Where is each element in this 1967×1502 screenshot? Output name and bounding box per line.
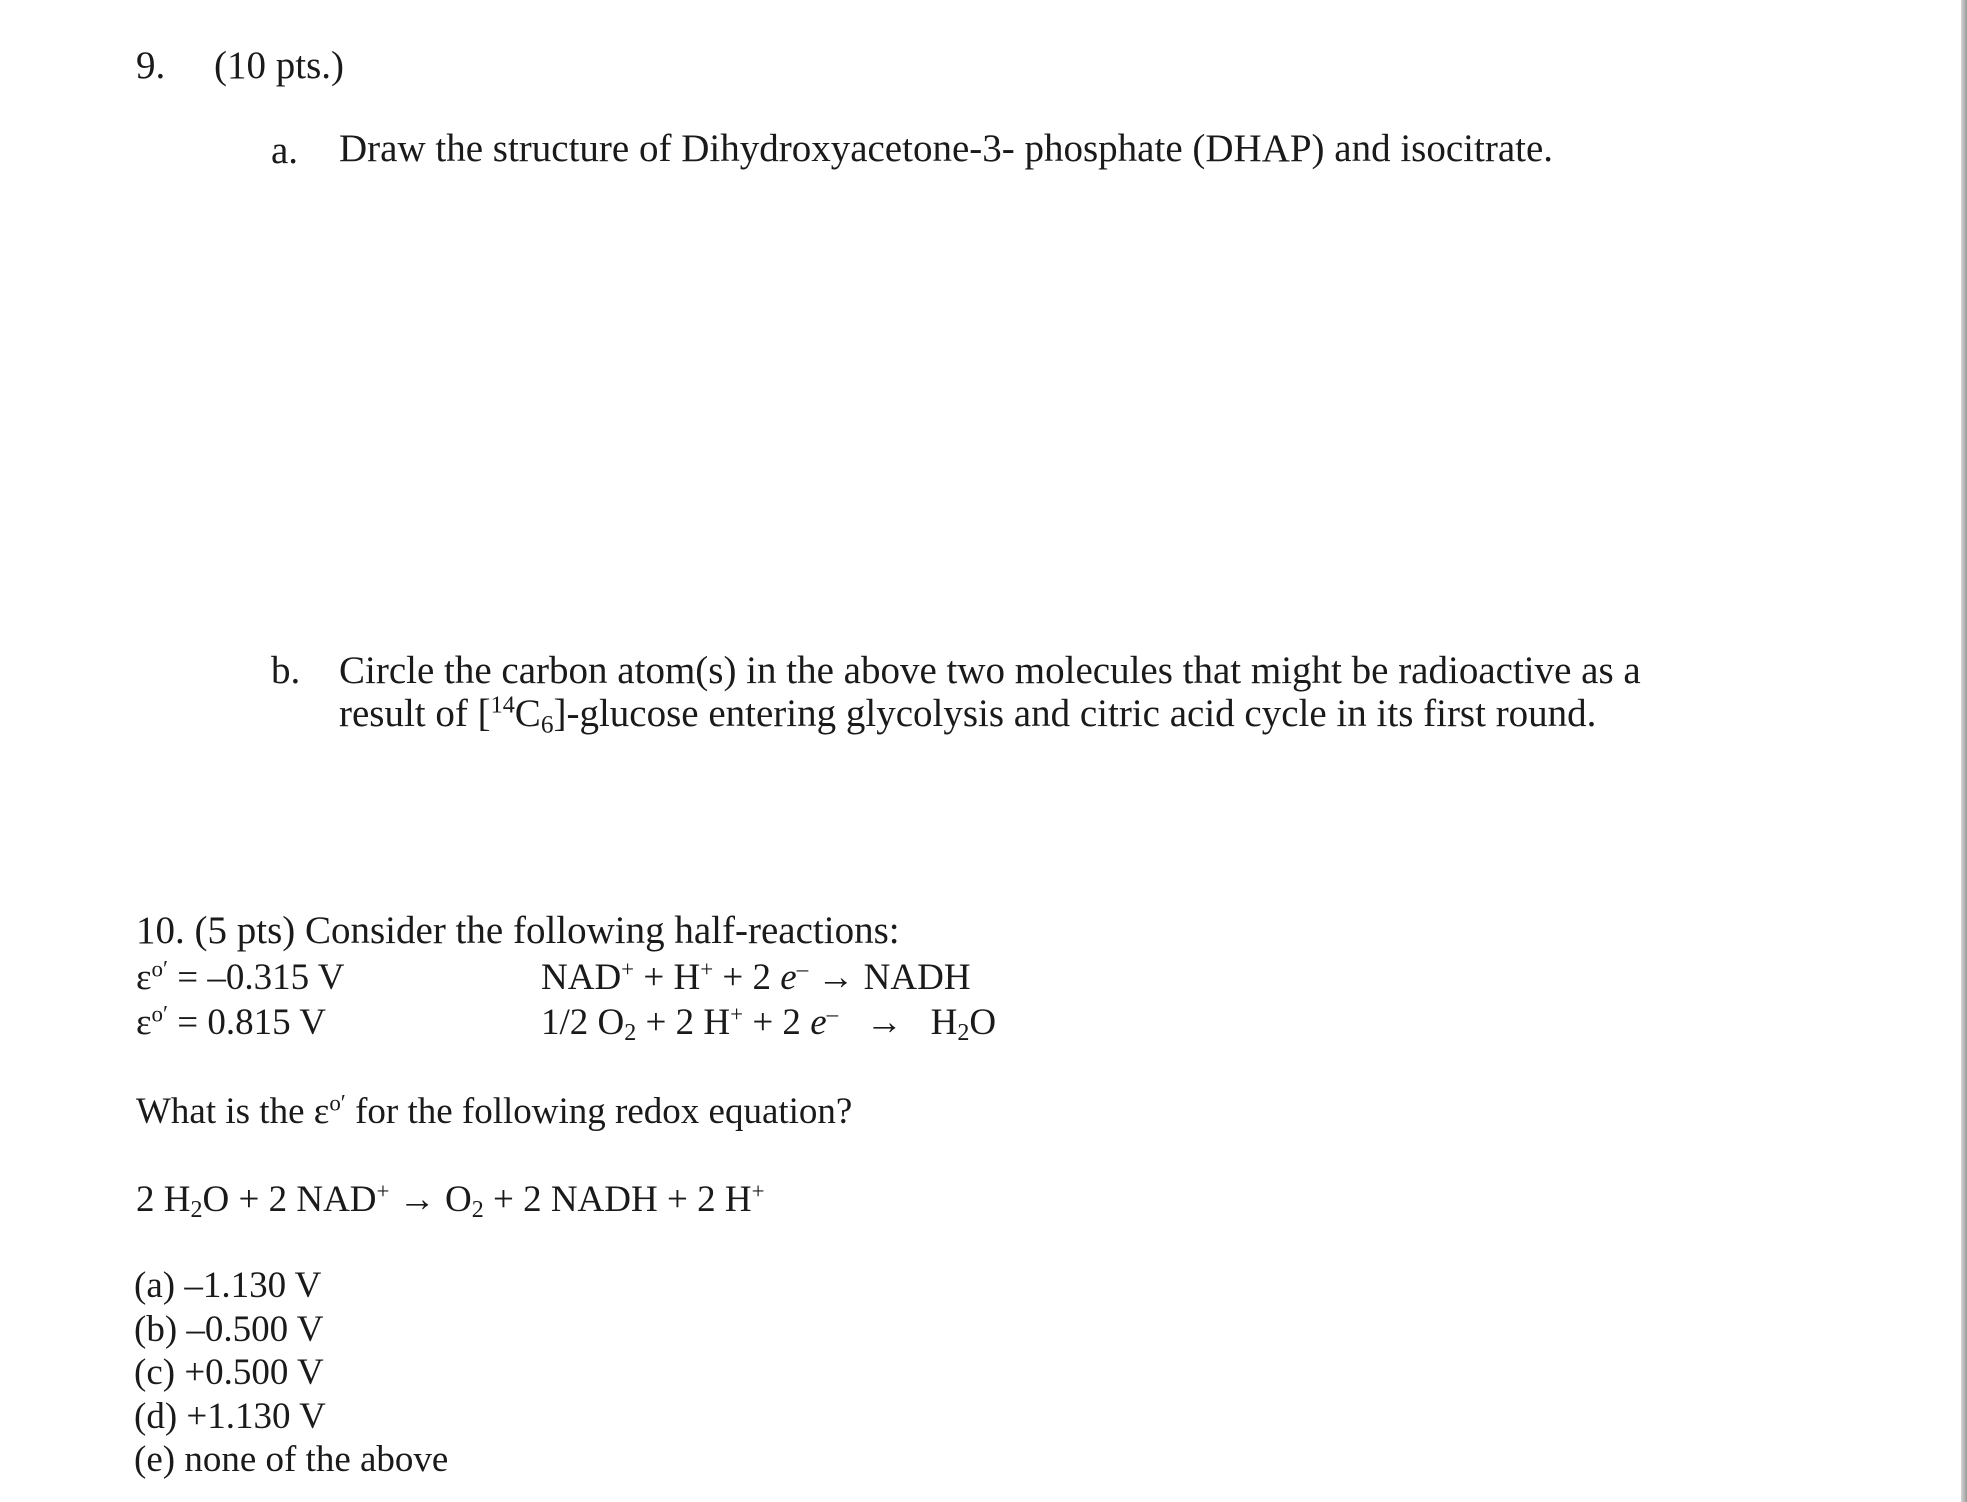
electron-count: + 2 [713,957,781,998]
oxygen-text: 1/2 O [541,1002,625,1043]
redox-subscript: 2 [471,1197,484,1223]
reaction-arrow: → [808,957,864,998]
reaction-1-product: NADH [863,957,971,998]
question-10-prompt [136,1090,853,1132]
prompt-suffix: for the following redox equation? [345,1091,853,1132]
epsilon-symbol: ε [136,957,152,998]
water-h: H [930,1002,958,1043]
part-b-line-2-prefix: result of [ [339,692,491,735]
reaction-1-equation [541,956,971,998]
proton-text: + 2 H [636,1002,731,1043]
proton-charge: + [700,956,714,982]
part-a-text: Draw the structure of Dihydroxyacetone-3- phosphate (DHAP) and isocitrate. [339,127,1554,170]
part-b-line-2-suffix: ]-glucose entering glycolysis and citric acid cycle in its first round. [553,692,1597,735]
answer-choice-c: (c) +0.500 V [134,1352,324,1393]
redox-part: → O [389,1179,472,1220]
isotope-mass-number: 14 [490,691,515,719]
part-b-line-1: Circle the carbon atom(s) in the above two molecules that might be radioactive as a [339,649,1641,692]
electron-symbol: e [780,957,797,998]
redox-part: O + 2 NAD [202,1179,377,1220]
epsilon-symbol: ε [313,1091,330,1132]
answer-choice-a: (a) –1.130 V [134,1265,322,1306]
water-o: O [969,1002,997,1043]
redox-part: + 2 NADH + 2 H [483,1179,752,1220]
proton-text: + H [634,957,701,998]
reaction-1-value: = –0.315 V [168,957,345,998]
nad-text: NAD [541,957,622,998]
part-b-label: b. [271,649,301,692]
proton-charge: + [730,1001,744,1027]
question-9-points: (10 pts.) [214,44,344,87]
nad-charge: + [621,956,635,982]
reaction-arrow: → [838,1002,931,1043]
redox-superscript: + [751,1178,765,1204]
part-a-label: a. [271,129,299,172]
page-edge-shadow [1961,0,1967,1502]
epsilon-superscript: o′ [151,956,169,982]
reaction-2-potential [136,1001,326,1043]
reaction-2-equation [541,1001,997,1046]
redox-superscript: + [376,1178,390,1204]
electron-charge: – [826,1001,839,1027]
part-b-line-2 [339,691,1597,739]
isotope-element: C [514,692,541,735]
answer-choice-e: (e) none of the above [134,1439,449,1480]
electron-count: + 2 [743,1002,811,1043]
oxygen-subscript: 2 [624,1020,637,1046]
answer-choice-b: (b) –0.500 V [134,1309,324,1350]
question-9-number: 9. [136,44,166,87]
redox-part: 2 H [136,1179,191,1220]
redox-subscript: 2 [190,1197,203,1223]
epsilon-symbol: ε [136,1002,152,1043]
isotope-count: 6 [540,710,554,739]
reaction-2-value: = 0.815 V [168,1002,326,1043]
water-subscript: 2 [957,1020,970,1046]
epsilon-superscript: o′ [151,1001,169,1027]
electron-symbol: e [810,1002,827,1043]
prompt-prefix: What is the [136,1091,314,1132]
redox-equation [136,1178,765,1223]
question-10-header: 10. (5 pts) Consider the following half-reactions: [136,909,900,952]
reaction-1-potential [136,956,345,998]
answer-choice-d: (d) +1.130 V [134,1396,326,1437]
electron-charge: – [796,956,809,982]
epsilon-superscript: o′ [329,1090,346,1116]
